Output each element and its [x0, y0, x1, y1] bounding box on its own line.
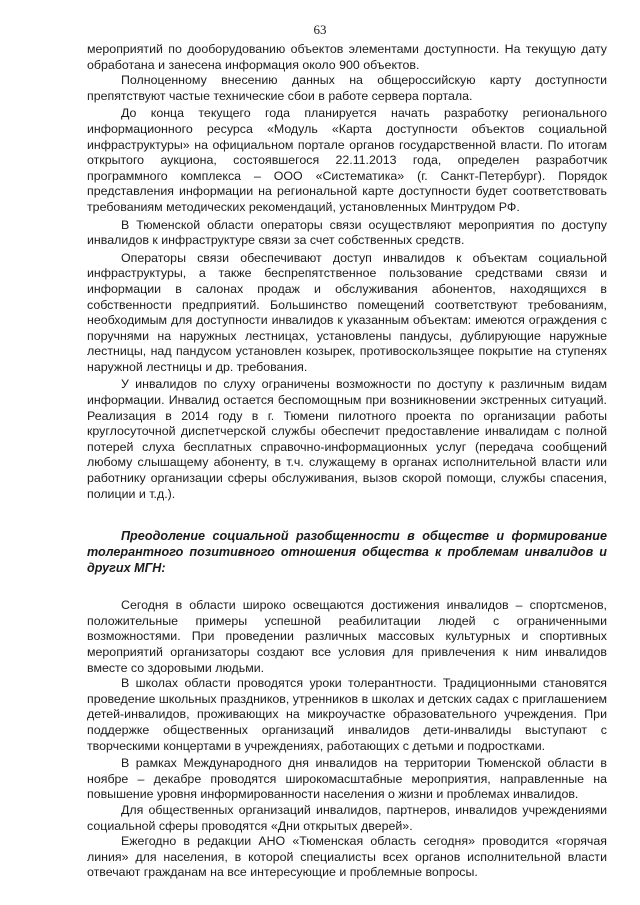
paragraph: В рамках Международного дня инвалидов на территории Тюменской области в ноябре – декабре проводятся широкомасштабные мероприятия, направленные на повышение уровня информированности населения о жизни и проблемах инвалидов. — [87, 756, 607, 802]
page-number: 63 — [313, 22, 327, 37]
paragraph: У инвалидов по слуху ограничены возможности по доступу к различным видам информации. Инвалид остается беспомощным при возникновении экстренных ситуаций. Реализация в 2014 году в г. Тюмени пилотного проекта по организации работы круглосуточной диспетчерской службы обеспечит предоставление инвалидам с полной потерей слуха бесплатных справочно-информационных услуг (передача сообщений любому слышащему абоненту, в т.ч. служащему в органах исполнительной власти или работнику организации сферы обслуживания, вызов скорой помощи, службы спасения, полиции и т.д.). — [87, 377, 607, 501]
paragraph: До конца текущего года планируется начать разработку регионального информационного ресурса «Модуль «Карта доступности объектов социальной инфраструктуры» на официальном портале органов государственной власти. По итогам открытого аукциона, состоявшегося 22.11.2013 года, определен разработчик программного комплекса – ООО «Систематика» (г. Санкт-Петербург). Порядок представления информации на региональной карте доступности будет соответствовать требованиям методических рекомендаций, установленных Минтрудом РФ. — [87, 106, 607, 214]
paragraph: мероприятий по дооборудованию объектов элементами доступности. На текущую дату обработана и занесена информация около 900 объектов. — [87, 42, 607, 72]
document-body — [87, 42, 607, 881]
paragraph: В школах области проводятся уроки толерантности. Традиционными становятся проведение школьных праздников, утренников в школах и детских садах с приглашением детей-инвалидов, проживающих на микроучастке образовательного учреждения. При поддержке общественных организаций инвалидов дети-инвалиды выступают с творческими концертами в учреждениях, работающих с детьми и подростками. — [87, 676, 607, 753]
paragraph: В Тюменской области операторы связи осуществляют мероприятия по доступу инвалидов к инфраструктуре связи за счет собственных средств. — [87, 217, 607, 248]
paragraph: Ежегодно в редакции АНО «Тюменская область сегодня» проводится «горячая линия» для населения, в которой специалисты всех органов исполнительной власти отвечают гражданам на все интересующие и проблемные вопросы. — [87, 834, 607, 880]
paragraph: Полноценному внесению данных на общероссийскую карту доступности препятствуют частые технические сбои в работе сервера портала. — [87, 73, 607, 103]
paragraph: Операторы связи обеспечивают доступ инвалидов к объектам социальной инфраструктуры, а также беспрепятственное пользование средствами связи и информации в салонах продаж и обслуживания абонентов, находящихся в собственности предприятий. Большинство помещений соответствуют требованиям, необходимым для доступности инвалидов к указанным объектам: имеются ограждения с поручнями на наружных лестницах, установлены пандусы, дублирующие наружные лестницы, над пандусом установлен козырек, противоскользящее покрытие на ступенях наружной лестницы и др. требования. — [87, 250, 607, 374]
section-heading: Преодоление социальной разобщенности в обществе и формирование толерантного позитивного отношения общества к проблемам инвалидов и других МГН: — [87, 529, 607, 576]
paragraph: Сегодня в области широко освещаются достижения инвалидов – спортсменов, положительные примеры успешной реабилитации людей с ограниченными возможностями. При проведении различных массовых культурных и спортивных мероприятий организаторы создают все условия для привлечения к ним инвалидов вместе со здоровыми людьми. — [87, 598, 607, 675]
paragraph: Для общественных организаций инвалидов, партнеров, инвалидов учреждениями социальной сферы проводятся «Дни открытых дверей». — [87, 802, 607, 833]
